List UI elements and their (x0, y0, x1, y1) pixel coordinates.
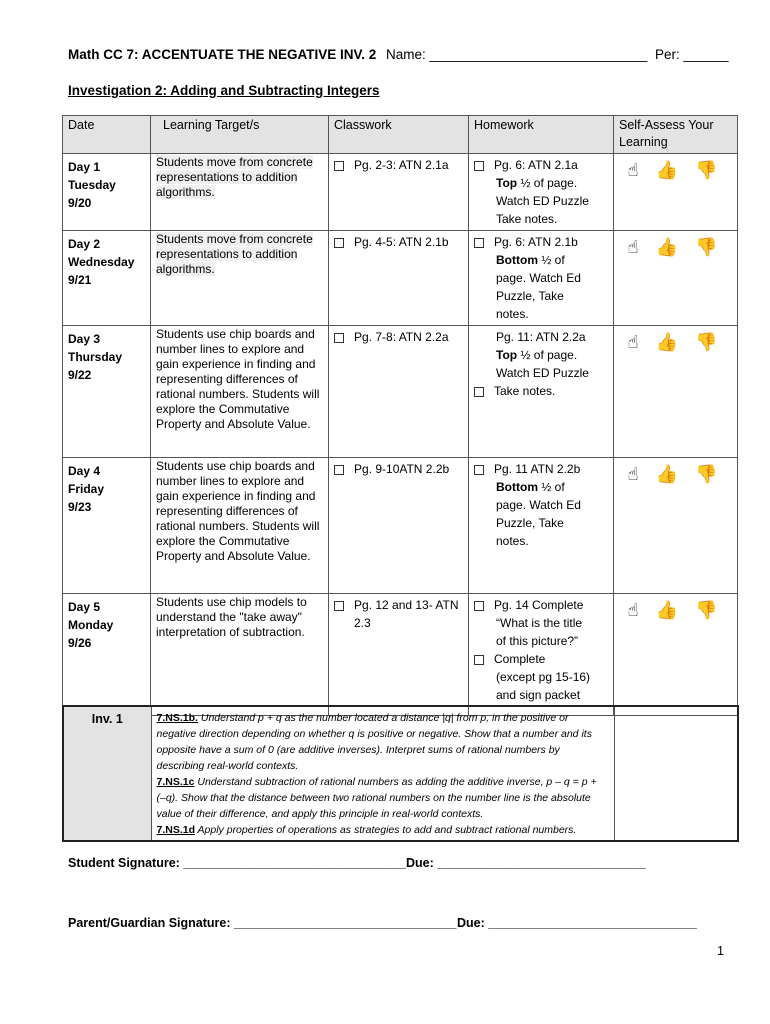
homework-text: ½ of page. (517, 176, 578, 190)
homework-text: Watch ED Puzzle (496, 194, 589, 208)
classwork-text: Pg. 4-5: ATN 2.1b (354, 235, 449, 249)
homework-text: page. Watch Ed (496, 498, 581, 512)
homework-text: ½ of (538, 253, 565, 267)
homework-text: Take notes. (494, 384, 556, 398)
classwork-text: Pg. 7-8: ATN 2.2a (354, 330, 449, 344)
homework-text: Puzzle, Take (496, 289, 564, 303)
homework-text: Puzzle, Take (496, 516, 564, 530)
homework-text: of this picture?” (496, 634, 579, 648)
homework-emphasis: Top (496, 176, 518, 190)
homework-emphasis: Top (496, 348, 518, 362)
col-header-homework: Homework (469, 116, 614, 154)
homework-cell (469, 458, 614, 594)
classwork-cell (329, 326, 469, 458)
homework-line (474, 614, 608, 632)
homework-text: (except pg 15-16) (496, 670, 591, 684)
standard-item (157, 774, 609, 822)
student-signature-line[interactable]: Student Signature: ________________________________ (68, 856, 406, 870)
homework-cell (469, 154, 614, 231)
self-assess-cell[interactable] (614, 154, 738, 231)
day-line: 9/20 (68, 196, 92, 210)
parent-due-line[interactable]: Due: ______________________________ (457, 916, 697, 930)
col-header-self-assess: Self-Assess Your Learning (614, 116, 738, 154)
document-title: Math CC 7: ACCENTUATE THE NEGATIVE INV. 2 (68, 47, 377, 62)
classwork-checkbox[interactable] (334, 465, 344, 475)
homework-text: Watch ED Puzzle (496, 366, 589, 380)
homework-text: notes. (496, 307, 529, 321)
standards-text (151, 706, 614, 841)
period-field[interactable]: Per: ______ (655, 47, 729, 62)
day-line: Day 3 (68, 332, 101, 346)
self-assess-cell[interactable] (614, 458, 738, 594)
homework-line (474, 632, 608, 650)
homework-line (474, 382, 608, 400)
homework-text: Complete (494, 652, 546, 666)
homework-line (474, 668, 608, 686)
standard-description: Understand p + q as the number located a distance |q| from p, in the positive or negative direction depending on whether q is positive or negative. Show that a number and its opposite have a sum of 0 (are additive inverses). Interpret sums of rational numbers by describing real-world contexts. (156, 712, 592, 772)
homework-line (474, 233, 608, 251)
classwork-text: Pg. 12 and 13- ATN 2.3 (354, 598, 459, 630)
homework-line (474, 210, 608, 228)
day-line: Day 4 (68, 464, 101, 478)
day-line: Day 2 (68, 237, 101, 251)
homework-line (474, 364, 608, 382)
standard-code: 7.NS.1d (156, 824, 196, 836)
day-line: 9/22 (68, 368, 92, 382)
learning-target-text: Students move from concrete representations to addition algorithms. (156, 232, 313, 276)
homework-checkbox[interactable] (474, 465, 484, 475)
classwork-text: Pg. 9-10ATN 2.2b (354, 462, 450, 476)
homework-line (474, 192, 608, 210)
day-line: 9/26 (68, 636, 92, 650)
learning-target-cell (151, 594, 329, 716)
homework-line (474, 287, 608, 305)
classwork-cell (329, 458, 469, 594)
table-row (63, 326, 738, 458)
homework-checkbox[interactable] (474, 238, 484, 248)
standards-blank-cell (614, 706, 738, 841)
parent-signature-line[interactable]: Parent/Guardian Signature: ________________________________ (68, 916, 457, 930)
day-cell (63, 594, 151, 716)
standard-code: 7.NS.1c (156, 776, 195, 788)
day-line: Thursday (68, 350, 123, 364)
student-due-line[interactable]: Due: ______________________________ (406, 856, 646, 870)
homework-text: “What is the title (496, 616, 583, 630)
homework-text: Pg. 14 Complete (494, 598, 584, 612)
homework-cell (469, 594, 614, 716)
homework-checkbox[interactable] (474, 601, 484, 611)
standard-description: Apply properties of operations as strategies to add and subtract rational numbers. (195, 824, 577, 836)
homework-line (474, 478, 608, 496)
homework-line (474, 346, 608, 364)
self-assess-cell[interactable] (614, 594, 738, 716)
homework-cell (469, 231, 614, 326)
homework-line (474, 174, 608, 192)
learning-target-cell (151, 458, 329, 594)
day-line: Friday (68, 482, 105, 496)
homework-checkbox[interactable] (474, 655, 484, 665)
learning-target-text: Students move from concrete representations to addition algorithms. (156, 155, 313, 199)
homework-text: ½ of page. (517, 348, 578, 362)
homework-text: and sign packet (496, 688, 581, 702)
homework-text: notes. (496, 534, 529, 548)
learning-target-cell (151, 326, 329, 458)
inv-label: Inv. 1 (63, 706, 151, 841)
day-line: 9/21 (68, 273, 92, 287)
classwork-text: Pg. 2-3: ATN 2.1a (354, 158, 449, 172)
table-row (63, 458, 738, 594)
homework-checkbox[interactable] (474, 161, 484, 171)
homework-line (474, 496, 608, 514)
standard-description: Understand subtraction of rational numbers as adding the additive inverse, p – q = p + (–q). Show that the distance between two rational numbers on the number line is the absolute value of their difference, and apply this principle in real-world contexts. (156, 776, 597, 820)
homework-text: Take notes. (496, 212, 558, 226)
homework-line (474, 596, 608, 614)
table-row (63, 154, 738, 231)
day-cell (63, 326, 151, 458)
name-field[interactable]: Name: _____________________________ (386, 47, 648, 62)
day-line: 9/23 (68, 500, 92, 514)
learning-target-cell (151, 154, 329, 231)
thumbs-rating-icons[interactable]: ☝ 👍 👎 (627, 600, 724, 620)
standard-code: 7.NS.1b. (156, 712, 198, 724)
homework-line (474, 532, 608, 550)
homework-emphasis: Bottom (496, 480, 538, 494)
standard-item (157, 710, 609, 774)
homework-text: Pg. 11 ATN 2.2b (494, 462, 581, 476)
col-header-date: Date (63, 116, 151, 154)
col-header-target: Learning Target/s (151, 116, 329, 154)
homework-text: Pg. 11: ATN 2.2a (496, 330, 586, 344)
classwork-checkbox[interactable] (334, 161, 344, 171)
homework-text: Pg. 6: ATN 2.1a (494, 158, 578, 172)
thumbs-rating-icons[interactable]: ☝ 👍 👎 (627, 160, 724, 180)
day-cell (63, 458, 151, 594)
classwork-cell (329, 154, 469, 231)
learning-target-text: Students use chip boards and number lines to explore and gain experience in finding and representing differences of rational numbers. Students will explore the Commutative Property and Absolute Value. (156, 327, 320, 431)
self-assess-cell[interactable] (614, 326, 738, 458)
homework-line (474, 328, 608, 346)
homework-line (474, 686, 608, 704)
homework-cell (469, 326, 614, 458)
thumbs-rating-icons[interactable]: ☝ 👍 👎 (627, 464, 724, 484)
standards-table (62, 705, 739, 842)
learning-target-text: Students use chip boards and number lines to explore and gain experience in finding and representing differences of rational numbers. Students will explore the Commutative Property and Absolute Value. (156, 459, 320, 563)
day-cell (63, 231, 151, 326)
table-header-row (63, 116, 738, 154)
classwork-checkbox[interactable] (334, 333, 344, 343)
homework-line (474, 650, 608, 668)
col-header-classwork: Classwork (329, 116, 469, 154)
classwork-cell (329, 231, 469, 326)
lesson-plan-table (62, 115, 738, 716)
homework-line (474, 269, 608, 287)
thumbs-rating-icons[interactable]: ☝ 👍 👎 (627, 332, 724, 352)
homework-line (474, 305, 608, 323)
learning-target-text: Students use chip models to understand the "take away" interpretation of subtraction. (156, 595, 307, 639)
homework-line (474, 460, 608, 478)
page-number: 1 (717, 944, 724, 958)
day-line: Tuesday (68, 178, 116, 192)
homework-text: Pg. 6: ATN 2.1b (494, 235, 578, 249)
day-cell (63, 154, 151, 231)
day-line: Monday (68, 618, 114, 632)
self-assess-cell[interactable] (614, 231, 738, 326)
learning-target-cell (151, 231, 329, 326)
classwork-checkbox[interactable] (334, 238, 344, 248)
table-row (63, 231, 738, 326)
homework-text: ½ of (538, 480, 565, 494)
homework-line (474, 156, 608, 174)
day-line: Day 1 (68, 160, 101, 174)
homework-checkbox[interactable] (474, 387, 484, 397)
homework-line (474, 514, 608, 532)
classwork-checkbox[interactable] (334, 601, 344, 611)
day-line: Wednesday (68, 255, 135, 269)
investigation-subtitle: Investigation 2: Adding and Subtracting Integers (68, 83, 380, 98)
thumbs-rating-icons[interactable]: ☝ 👍 👎 (627, 237, 724, 257)
standard-item (157, 822, 609, 838)
classwork-cell (329, 594, 469, 716)
homework-line (474, 251, 608, 269)
table-row (63, 594, 738, 716)
homework-emphasis: Bottom (496, 253, 538, 267)
homework-text: page. Watch Ed (496, 271, 581, 285)
day-line: Day 5 (68, 600, 101, 614)
